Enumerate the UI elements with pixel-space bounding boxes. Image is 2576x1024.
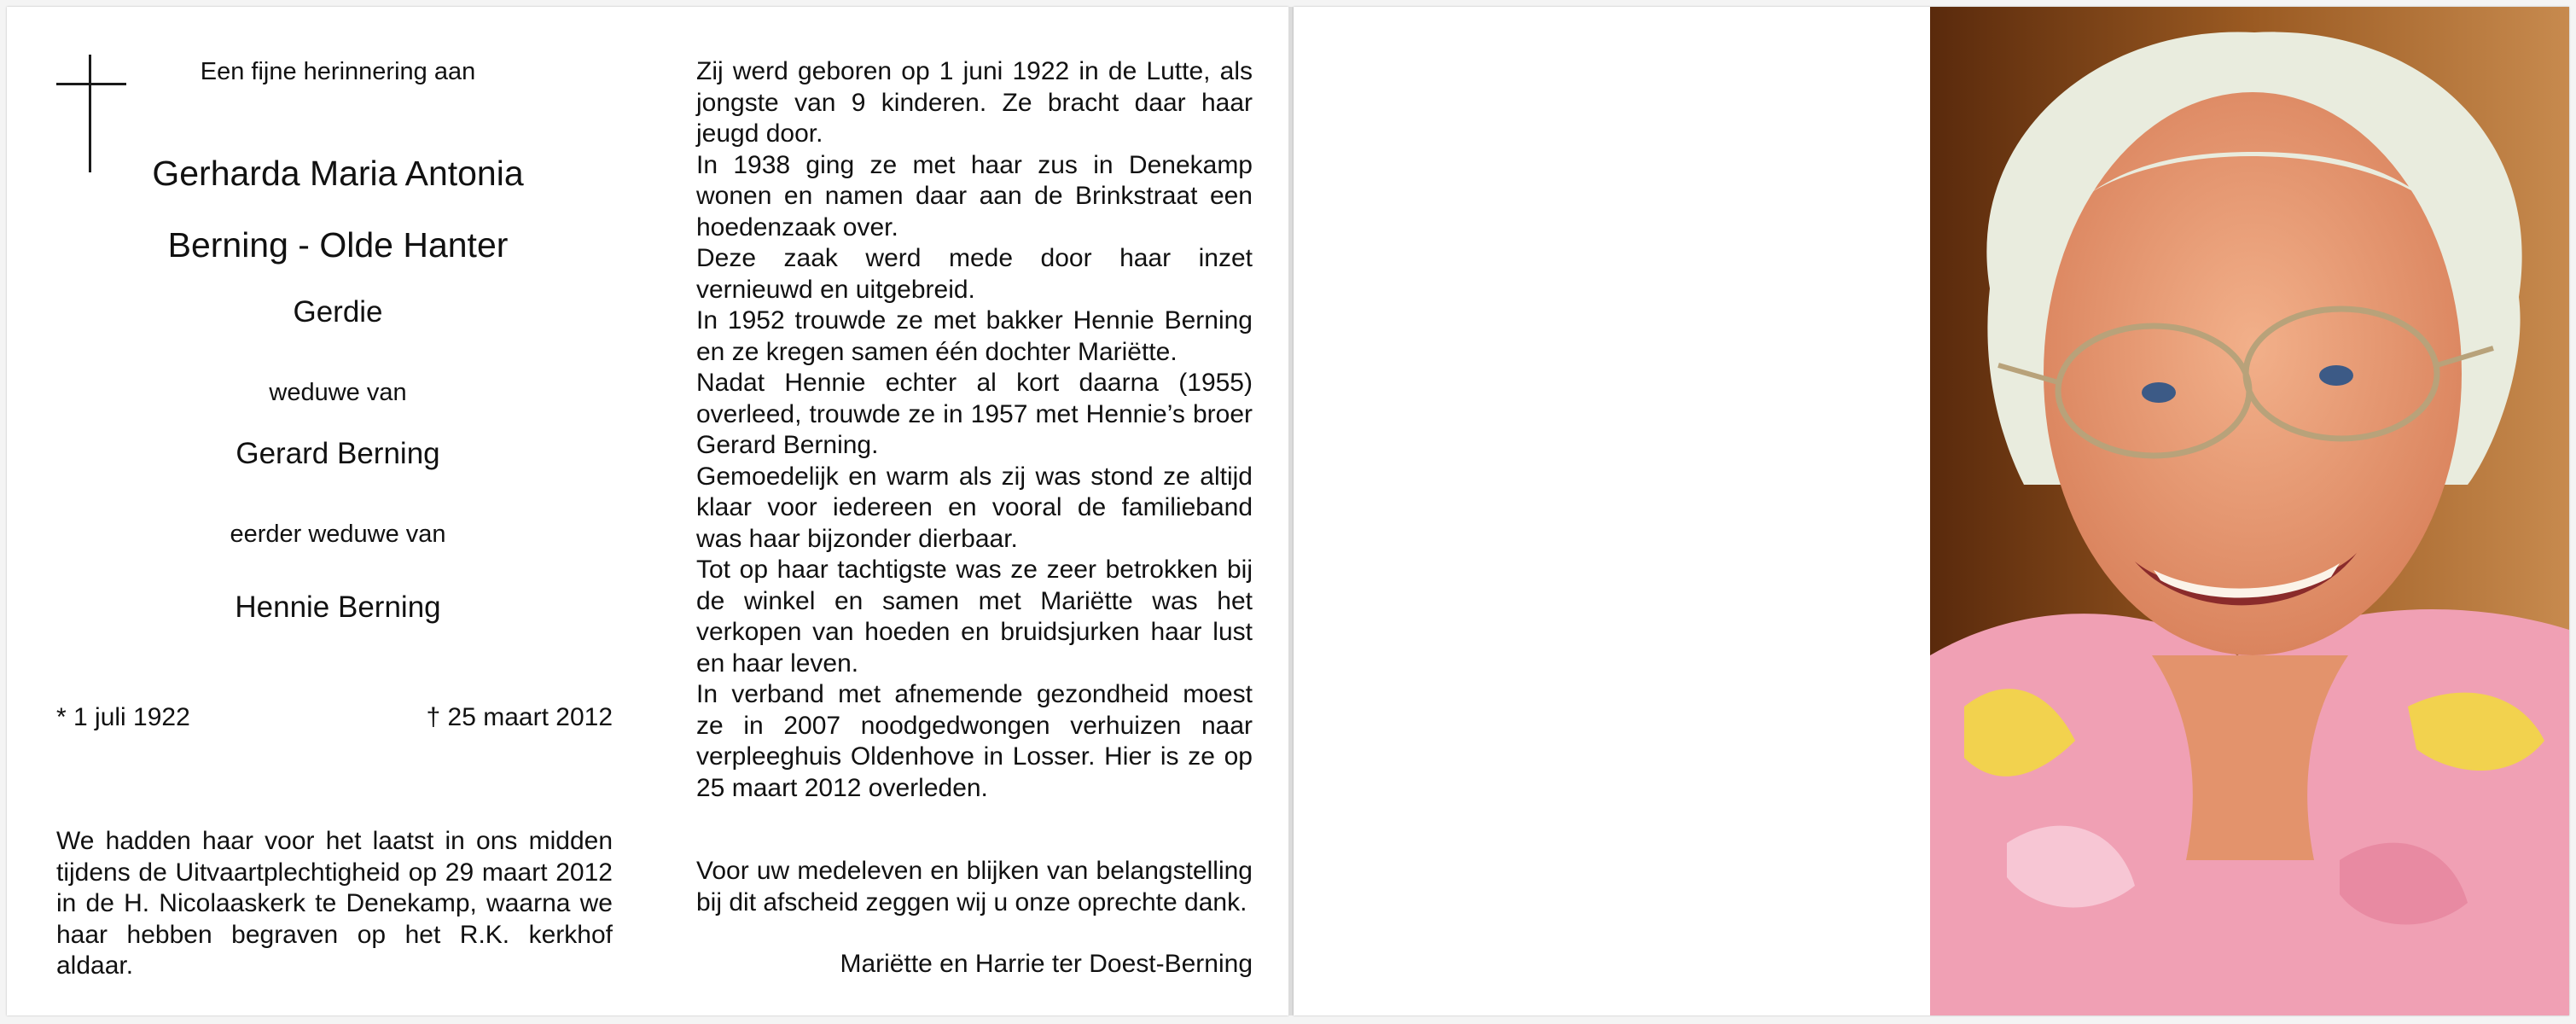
thanks-text: Voor uw medeleven en blijken van belangstelling bij dit afscheid zeggen wij u onze oprechte dank.	[696, 857, 1253, 916]
earlier-widow-label: eerder weduwe van	[230, 521, 446, 548]
intro-text: Een fijne herinnering aan	[200, 58, 476, 85]
funeral-text: We hadden haar voor het laatst in ons midden tijdens de Uitvaartplechtigheid op 29 maart 2012 in de H. Nicolaaskerk te Denekamp, waarna we haar hebben begraven op het R.K. kerkhof aldaar.	[56, 827, 613, 980]
bio-paragraph: Zij werd geboren op 1 juni 1922 in de Lutte, als jongste van 9 kinderen. Ze bracht daar haar jeugd door.	[696, 57, 1253, 148]
nickname: Gerdie	[293, 295, 383, 329]
bio-paragraph: Tot op haar tachtigste was ze zeer betrokken bij de winkel en samen met Mariëtte was het verkopen van hoeden en bruidsjurken haar lust en haar leven.	[696, 556, 1253, 678]
bio-paragraph: In 1938 ging ze met haar zus in Denekamp wonen en namen daar aan de Brinkstraat een hoedenzaak over.	[696, 150, 1253, 241]
birth-date: * 1 juli 1922	[56, 703, 190, 731]
bio-paragraph: Deze zaak werd mede door haar inzet vernieuwd en uitgebreid.	[696, 244, 1253, 304]
deceased-name-line1: Gerharda Maria Antonia	[152, 154, 524, 193]
bio-paragraph: In 1952 trouwde ze met bakker Hennie Berning en ze kregen samen één dochter Mariëtte.	[696, 306, 1253, 366]
bio-paragraph: Gemoedelijk en warm als zij was stond ze altijd klaar voor iedereen en vooral de familieband was haar bijzonder dierbaar.	[696, 462, 1253, 553]
memorial-card-left	[7, 7, 1288, 1015]
death-date: † 25 maart 2012	[426, 703, 613, 731]
first-spouse-name: Hennie Berning	[235, 591, 441, 624]
bio-paragraph: In verband met afnemende gezondheid moest ze in 2007 noodgedwongen verhuizen naar verpleeghuis Oldenhove in Losser. Hier is ze op 25 maart 2012 overleden.	[696, 680, 1253, 802]
portrait-photo	[1930, 7, 2569, 1015]
biography	[696, 56, 1253, 804]
memorial-card-right	[1294, 7, 2569, 1015]
family-signature: Mariëtte en Harrie ter Doest-Berning	[840, 950, 1253, 978]
spouse-name: Gerard Berning	[236, 437, 440, 470]
deceased-name-line2: Berning - Olde Hanter	[167, 225, 509, 265]
portrait-illustration	[1930, 7, 2569, 1015]
bio-paragraph: Nadat Hennie echter al kort daarna (1955) overleed, trouwde ze in 1957 met Hennie’s broer Gerard Berning.	[696, 369, 1253, 459]
widow-of-label: weduwe van	[269, 379, 407, 406]
